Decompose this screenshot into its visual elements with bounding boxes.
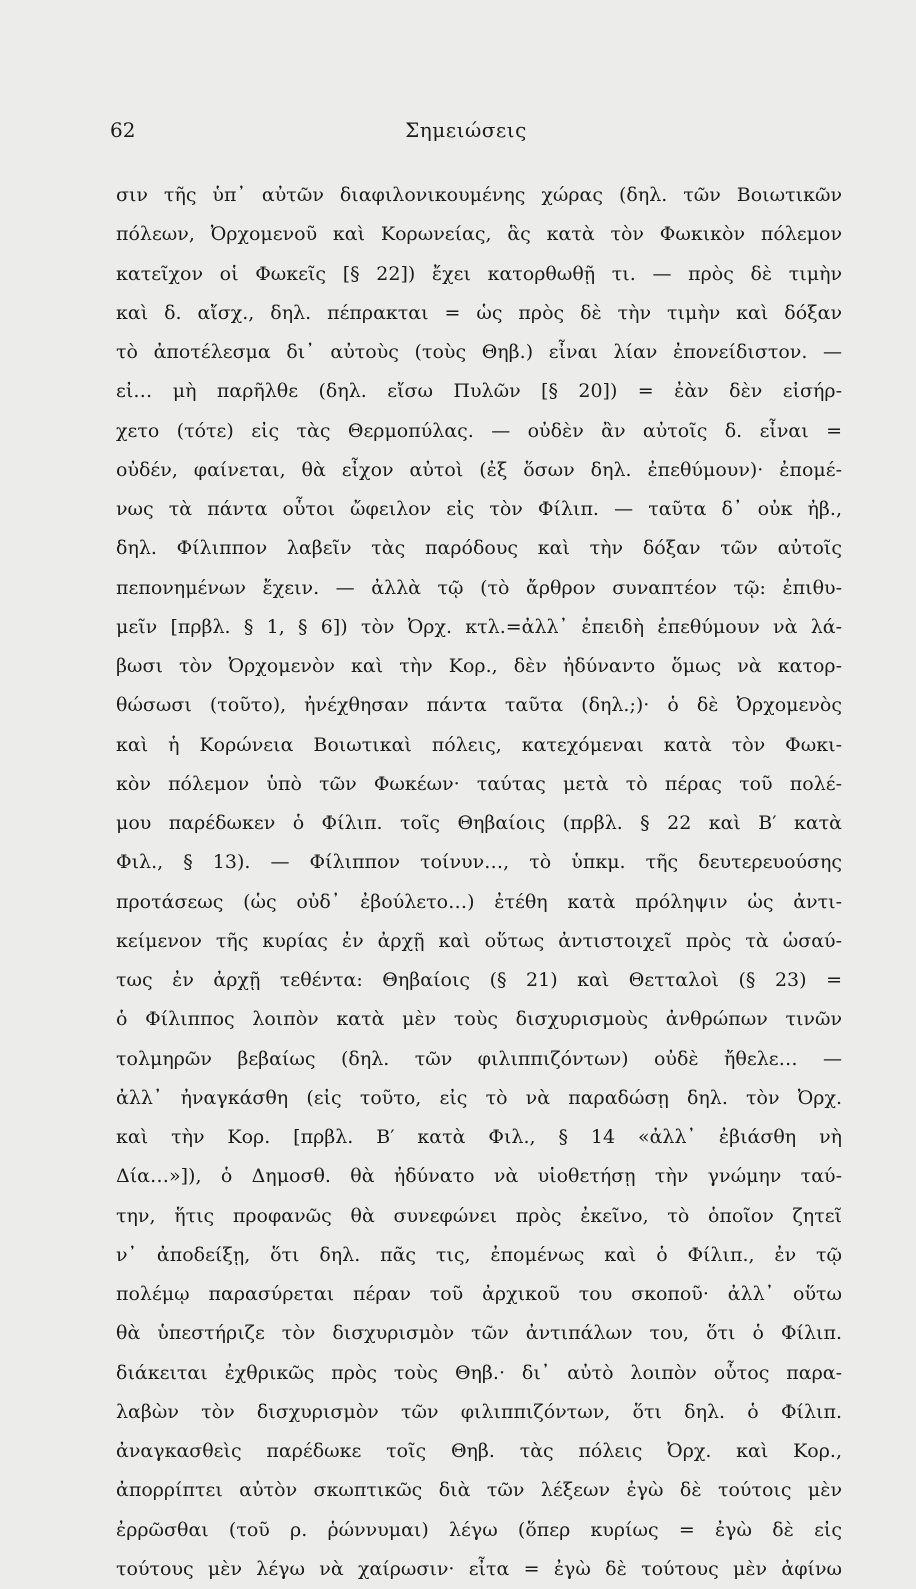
text-line: εἰ… μὴ παρῆλθε (δηλ. εἴσω Πυλῶν [§ 20]) = ἐὰν δὲν εἰσήρ- <box>116 380 842 403</box>
text-line: οὐδέν, φαίνεται, θὰ εἶχον αὐτοὶ (ἐξ ὅσων δηλ. ἐπεθύμουν)· ἐπομέ- <box>116 458 842 481</box>
text-line: Φιλ., § 13). — Φίλιππον τοίνυν…, τὸ ὑπκμ. τῆς δευτερευούσης <box>116 851 842 874</box>
text-line: Δία…»]), ὁ Δημοσθ. θὰ ἠδύνατο νὰ υἱοθετήσῃ τὴν γνώμην ταύ- <box>116 1165 842 1188</box>
text-line: βωσι τὸν Ὀρχομενὸν καὶ τὴν Κορ., δὲν ἠδύναντο ὅμως νὰ κατορ- <box>116 655 842 677</box>
page-header <box>110 118 822 152</box>
text-line: κατεῖχον οἱ Φωκεῖς [§ 22]) ἔχει κατορθωθῇ τι. — πρὸς δὲ τιμὴν <box>116 262 842 285</box>
text-line: τως ἐν ἀρχῇ τεθέντα: Θηβαίοις (§ 21) καὶ Θετταλοὶ (§ 23) = <box>116 969 842 991</box>
text-line: σιν τῆς ὑπ᾽ αὐτῶν διαφιλονικουμένης χώρας (δηλ. τῶν Βοιωτικῶν <box>116 184 842 206</box>
page-number: 62 <box>110 118 136 142</box>
text-line: μεῖν [πρβλ. § 1, § 6]) τὸν Ὀρχ. κτλ.=ἀλλ᾽ ἐπειδὴ ἐπεθύμουν νὰ λά- <box>116 615 842 638</box>
text-line: την, ἥτις προφανῶς θὰ συνεφώνει πρὸς ἐκεῖνο, τὸ ὁποῖον ζητεῖ <box>116 1204 842 1227</box>
text-line: πεπονημένων ἔχειν. — ἀλλὰ τῷ (τὸ ἄρθρον συναπτέον τῷ: ἐπιθυ- <box>116 576 842 599</box>
text-line: θώσωσι (τοῦτο), ἠνέχθησαν πάντα ταῦτα (δηλ.;)· ὁ δὲ Ὀρχομενὸς <box>116 694 842 717</box>
text-line: τούτους μὲν λέγω νὰ χαίρωσιν· εἶτα = ἐγὼ δὲ τούτους μὲν ἀφίνω <box>116 1557 842 1580</box>
text-line: καὶ τὴν Κορ. [πρβλ. Β′ κατὰ Φιλ., § 14 «ἀλλ᾽ ἐβιάσθη νὴ <box>116 1126 842 1148</box>
text-line: κὸν πόλεμον ὑπὸ τῶν Φωκέων· ταύτας μετὰ τὸ πέρας τοῦ πολέ- <box>116 772 842 795</box>
text-line: καὶ ἡ Κορώνεια Βοιωτικαὶ πόλεις, κατεχόμεναι κατὰ τὸν Φωκι- <box>116 733 842 756</box>
text-line: χετο (τότε) εἰς τὰς Θερμοπύλας. — οὐδὲν ἂν αὐτοῖς δ. εἶναι = <box>116 419 842 442</box>
text-line: λαβὼν τὸν δισχυρισμὸν τῶν φιλιππιζόντων, ὅτι δηλ. ὁ Φίλιπ. <box>116 1400 842 1423</box>
text-line: τολμηρῶν βεβαίως (δηλ. τῶν φιλιππιζόντων) οὐδὲ ἤθελε… — <box>116 1047 842 1070</box>
text-line: ὁ Φίλιππος λοιπὸν κατὰ μὲν τοὺς δισχυρισμοὺς ἀνθρώπων τινῶν <box>116 1008 842 1031</box>
text-line: δηλ. Φίλιππον λαβεῖν τὰς παρόδους καὶ τὴν δόξαν τῶν αὐτοῖς <box>116 537 842 560</box>
text-line: ἀλλ᾽ ἠναγκάσθη (εἰς τοῦτο, εἰς τὸ νὰ παραδώσῃ δηλ. τὸν Ὀρχ. <box>116 1086 842 1109</box>
text-line: προτάσεως (ὡς οὐδ᾽ ἐβούλετο…) ἐτέθη κατὰ πρόληψιν ὡς ἀντι- <box>116 890 842 913</box>
text-line: ἀπορρίπτει αὐτὸν σκωπτικῶς διὰ τῶν λέξεων ἐγὼ δὲ τούτοις μὲν <box>116 1479 842 1502</box>
text-line: κείμενον τῆς κυρίας ἐν ἀρχῇ καὶ οὕτως ἀντιστοιχεῖ πρὸς τὰ ὡσαύ- <box>116 929 842 952</box>
body-text <box>116 176 842 1589</box>
running-title: Σημειώσεις <box>405 118 527 142</box>
text-line: διάκειται ἐχθρικῶς πρὸς τοὺς Θηβ.· δι᾽ αὐτὸ λοιπὸν οὗτος παρα- <box>116 1361 842 1384</box>
text-line: καὶ δ. αἴσχ., δηλ. πέπρακται = ὡς πρὸς δὲ τὴν τιμὴν καὶ δόξαν <box>116 301 842 324</box>
text-line: πολέμῳ παρασύρεται πέραν τοῦ ἀρχικοῦ του σκοποῦ· ἀλλ᾽ οὕτω <box>116 1283 842 1305</box>
text-line: μου παρέδωκεν ὁ Φίλιπ. τοῖς Θηβαίοις (πρβλ. § 22 καὶ Β′ κατὰ <box>116 812 842 834</box>
text-line: ἐρρῶσθαι (τοῦ ρ. ῥώννυμαι) λέγω (ὅπερ κυρίως = ἐγὼ δὲ εἰς <box>116 1518 842 1541</box>
text-line: πόλεων, Ὀρχομενοῦ καὶ Κορωνείας, ἃς κατὰ τὸν Φωκικὸν πόλεμον <box>116 223 842 246</box>
text-line: θὰ ὑπεστήριζε τὸν δισχυρισμὸν τῶν ἀντιπάλων του, ὅτι ὁ Φίλιπ. <box>116 1322 842 1345</box>
text-line: νως τὰ πάντα οὗτοι ὤφειλον εἰς τὸν Φίλιπ. — ταῦτα δ᾽ οὐκ ἠβ., <box>116 498 842 520</box>
text-line: ν᾽ ἀποδείξῃ, ὅτι δηλ. πᾶς τις, ἐπομένως καὶ ὁ Φίλιπ., ἐν τῷ <box>116 1243 842 1266</box>
text-line: τὸ ἀποτέλεσμα δι᾽ αὐτοὺς (τοὺς Θηβ.) εἶναι λίαν ἐπονείδιστον. — <box>116 341 842 363</box>
text-line: ἀναγκασθεὶς παρέδωκε τοῖς Θηβ. τὰς πόλεις Ὀρχ. καὶ Κορ., <box>116 1440 842 1462</box>
